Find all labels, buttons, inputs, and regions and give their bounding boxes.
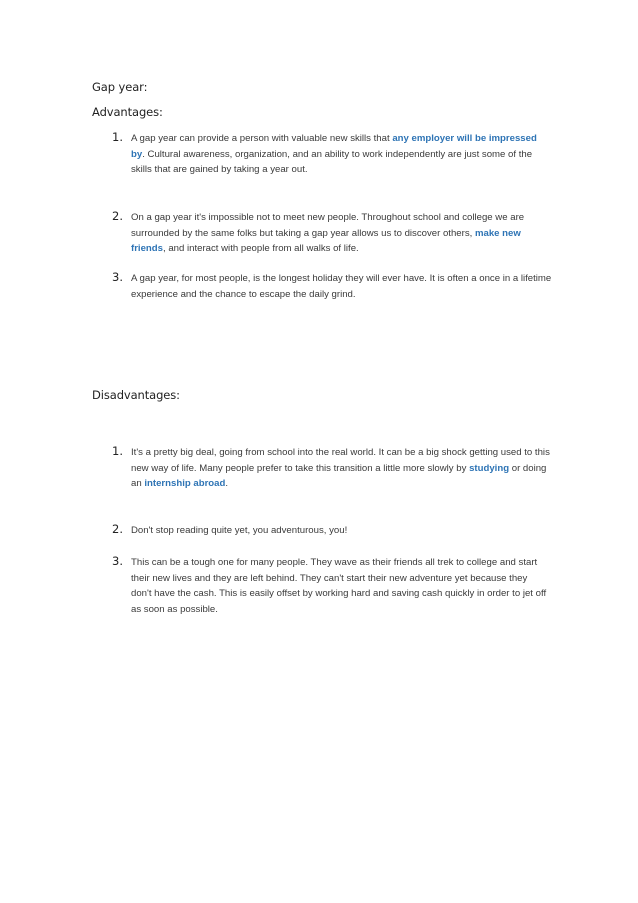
list-number: 1.: [112, 444, 123, 458]
list-item-text: [131, 131, 547, 178]
list-item-text: A gap year, for most people, is the longest holiday they will ever have. It is often a once in a lifetime experience and the chance to escape the daily grind.: [131, 273, 552, 300]
list-item-text: [131, 210, 549, 257]
document-title: Gap year:: [92, 80, 148, 94]
list-item-text: Don't stop reading quite yet, you adventurous, you!: [131, 525, 348, 536]
employer-link[interactable]: any employer will be impressed by: [131, 133, 537, 160]
text-segment: It's a pretty big deal, going from school into the real world. It can be a big shock getting used to this new way of life. Many people prefer to take this transition a little more slowly by: [131, 447, 550, 474]
list-item-text: [131, 445, 553, 492]
list-number: 3.: [112, 270, 123, 284]
list-number: 2.: [112, 522, 123, 536]
disadvantages-heading: Disadvantages:: [92, 388, 180, 402]
advantages-heading: Advantages:: [92, 105, 163, 119]
text-segment: or doing an: [131, 462, 547, 490]
text-segment: , and interact with people from all walks of life.: [163, 243, 359, 255]
text-segment: . Cultural awareness, organization, and an ability to work independently are just some of the skills that are gained by taking a year out.: [131, 148, 533, 176]
list-number: 2.: [112, 209, 123, 223]
text-segment: A gap year can provide a person with valuable new skills that: [131, 133, 393, 144]
list-item-text: This can be a tough one for many people. They wave as their friends all trek to college and start their new lives and they are left behind. They can't start their new adventure yet because they don't have the cash. This is easily offset by working hard and saving cash quickly in order to jet off as soon as possible.: [131, 557, 547, 615]
make-new-friends-link[interactable]: make new friends: [131, 227, 521, 255]
studying-link[interactable]: studying: [469, 462, 510, 474]
list-number: 1.: [112, 130, 123, 144]
internship-abroad-link[interactable]: internship abroad: [144, 478, 226, 490]
list-number: 3.: [112, 554, 123, 568]
text-segment: On a gap year it's impossible not to meet new people. Throughout school and college we are surrounded by the same folks but taking a gap year allows us to discover others,: [131, 212, 525, 239]
text-segment: .: [225, 478, 229, 490]
